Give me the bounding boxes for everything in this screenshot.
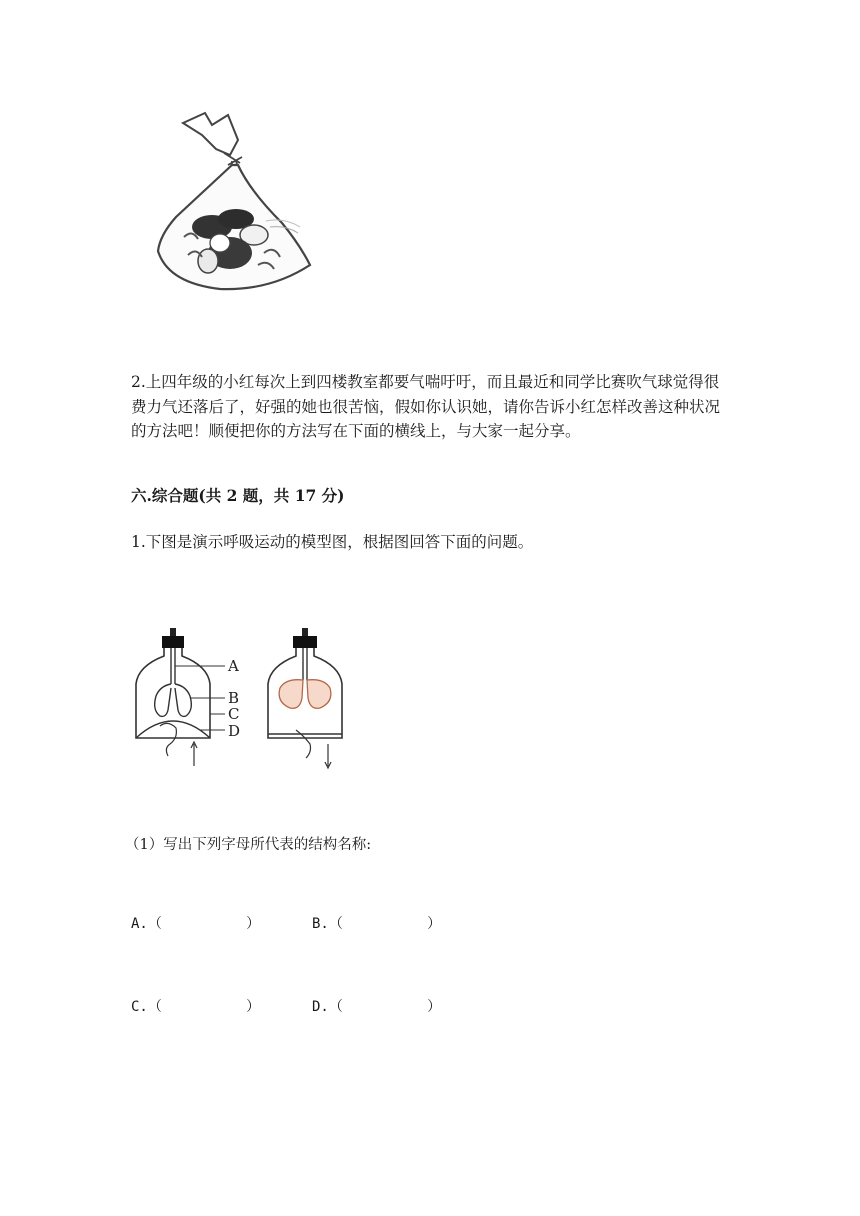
right-bell-jar [268,628,342,768]
breathing-model-figure [130,626,360,776]
question-2-text: 2.上四年级的小红每次上到四楼教室都要气喘吁吁，而且最近和同学比赛吹气球觉得很费力气还落后了，好强的她也很苦恼，假如你认识她，请你告诉小红怎样改善这种状况的方法吧！顺便把你的方法写在下面的横线上，与大家一起分享。 [131,373,721,440]
answer-blank-d[interactable]: D.（ ） [312,999,442,1015]
answer-blank-a[interactable]: A.（ ） [131,916,261,932]
left-bell-jar [136,628,210,766]
section-6-heading: 六.综合题(共 2 题，共 17 分) [131,486,345,505]
question-6-1-text: 1.下图是演示呼吸运动的模型图，根据图回答下面的问题。 [131,533,534,551]
plastic-bag-figure [150,105,320,305]
answer-blank-b[interactable]: B.（ ） [312,916,442,932]
label-a: A [228,657,239,675]
answer-blank-c[interactable]: C.（ ） [131,999,261,1015]
sub-question-1: （1）写出下列字母所代表的结构名称: [125,837,372,853]
label-d: D [228,722,241,740]
label-b: B [228,689,240,707]
label-c: C [228,705,240,723]
